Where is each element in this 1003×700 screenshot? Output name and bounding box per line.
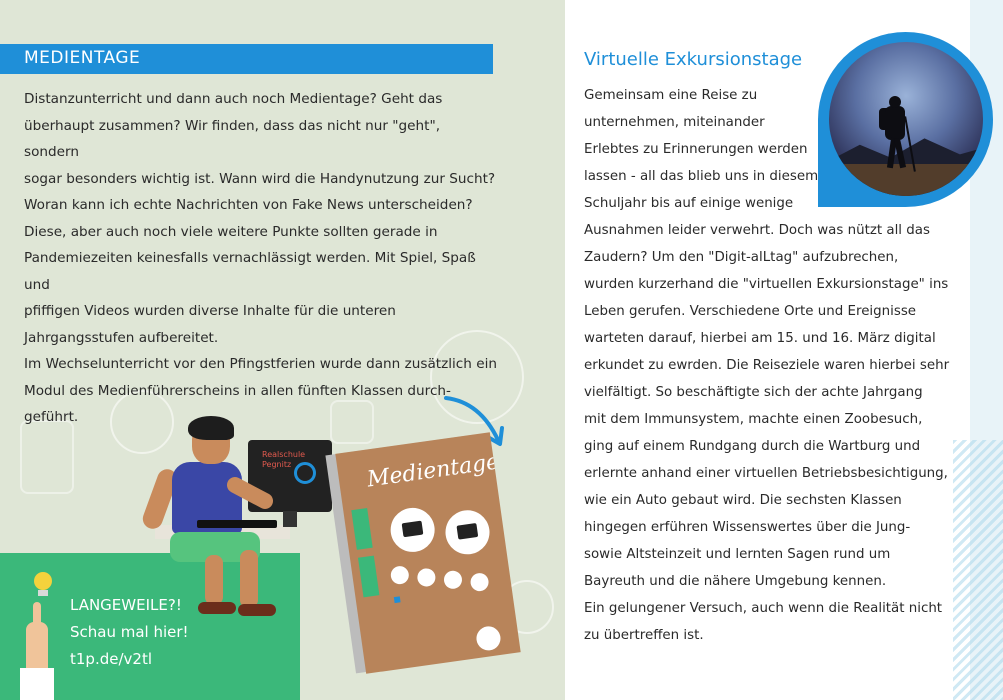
text-line: pfiffigen Videos wurden diverse Inhalte für die unteren <box>24 303 396 319</box>
text-line: unternehmen, miteinander <box>584 115 765 130</box>
poster-figure-icon <box>394 596 401 603</box>
section-banner <box>0 44 493 74</box>
right-panel <box>565 0 1003 700</box>
text-line: sowie Altsteinzeit und lernten Sagen rund um <box>584 547 891 562</box>
text-line: wie ein Auto gebaut wird. Die sechsten Klassen <box>584 493 902 508</box>
poster-tab <box>358 556 379 598</box>
text-line: wurden kurzerhand die "virtuellen Exkursionstage" ins <box>584 277 949 292</box>
text-line: geführt. <box>24 409 79 425</box>
hiker-body <box>885 106 905 140</box>
medientage-poster <box>335 432 520 674</box>
pointing-hand-icon <box>26 622 48 672</box>
text-line: überhaupt zusammen? Wir finden, dass das nicht nur "geht", sondern <box>24 117 441 160</box>
monitor-stand <box>283 511 297 527</box>
tip-heading: LANGEWEILE?! <box>70 596 182 614</box>
text-line: Modul des Medienführerscheins in allen fünften Klassen durch- <box>24 382 451 399</box>
text-line: sogar besonders wichtig ist. Wann wird die Handynutzung zur Sucht? <box>24 170 496 187</box>
tip-text: Schau mal hier! <box>70 623 189 641</box>
school-logo-icon <box>294 462 316 484</box>
text-line: Woran kann ich echte Nachrichten von Fake News unterscheiden? <box>24 197 473 213</box>
video-icon <box>402 521 424 538</box>
qr-badge-icon <box>390 565 410 585</box>
tip-link[interactable]: t1p.de/v2tl <box>70 650 152 668</box>
keyboard-icon <box>197 520 277 528</box>
qr-badge-icon <box>469 572 489 592</box>
person-shoe <box>198 602 236 614</box>
text-line: Ein gelungener Versuch, auch wenn die Realität nicht <box>584 601 943 616</box>
person-hair <box>188 416 234 440</box>
text-line: Jahrgangsstufen aufbereitet. <box>24 329 219 346</box>
text-line: Leben gerufen. Verschiedene Orte und Ereignisse <box>584 304 917 319</box>
hatch-pattern <box>953 440 1003 700</box>
text-line: Ausnahmen leider verwehrt. Doch was nützt all das <box>584 223 930 238</box>
text-line: ging auf einem Rundgang durch die Wartburg und <box>584 439 921 454</box>
text-line: Gemeinsam eine Reise zu <box>584 88 758 103</box>
text-line: erlernte anhand einer virtuellen Betriebsbesichtigung, <box>584 466 948 481</box>
video-icon <box>456 523 478 540</box>
text-line: Schuljahr bis auf einige wenige <box>584 196 794 211</box>
lightbulb-base <box>38 590 48 596</box>
text-line: Zaudern? Um den "Digit-alLtag" aufzubrechen, <box>584 250 899 265</box>
text-line: Diese, aber auch noch viele weitere Punkte sollten gerade in <box>24 223 438 240</box>
text-line: vielfältigt. So beschäftigte sich der achte Jahrgang <box>584 385 923 400</box>
qr-badge-icon <box>416 567 436 587</box>
lightbulb-icon <box>34 572 52 590</box>
text-line: Distanzunterricht und dann auch noch Medientage? Geht das <box>24 91 443 107</box>
text-line: Bayreuth und die nähere Umgebung kennen. <box>584 574 887 589</box>
medientage-paragraph <box>24 86 499 431</box>
text-line: erkundet zu ewrden. Die Reiseziele waren hierbei sehr <box>584 358 950 373</box>
monitor-label: Pegnitz <box>262 460 292 469</box>
text-line: mit dem Immunsystem, machte einen Zoobesuch, <box>584 412 923 427</box>
monitor-label: Realschule <box>262 450 306 459</box>
doodle-shape <box>20 420 74 494</box>
section-heading: Virtuelle Exkursionstage <box>584 49 803 70</box>
hand-cuff <box>20 668 54 700</box>
text-line: zu übertreffen ist. <box>584 628 704 643</box>
text-line: Im Wechselunterricht vor den Pfingstferien wurde dann zusätzlich ein <box>24 356 497 372</box>
hiker-photo <box>829 42 983 196</box>
text-line: warteten darauf, hierbei am 15. und 16. März digital <box>584 331 936 346</box>
text-line: lassen - all das blieb uns in diesem <box>584 169 819 184</box>
text-line: Pandemiezeiten keinesfalls vernachlässigt werden. Mit Spiel, Spaß und <box>24 250 476 293</box>
person-leg <box>205 555 223 605</box>
qr-code-icon <box>475 625 502 652</box>
person-shoe <box>238 604 276 616</box>
qr-badge-icon <box>443 570 463 590</box>
section-title: MEDIENTAGE <box>24 48 141 68</box>
poster-title: Medientage <box>365 449 501 493</box>
text-line: hingegen erführen Wissenswertes über die Jung- <box>584 520 911 535</box>
person-leg <box>240 550 258 608</box>
text-line: Erlebtes zu Erinnerungen werden <box>584 142 808 157</box>
ground <box>829 164 983 196</box>
hiker-head <box>889 96 901 108</box>
poster-tab <box>351 508 372 550</box>
